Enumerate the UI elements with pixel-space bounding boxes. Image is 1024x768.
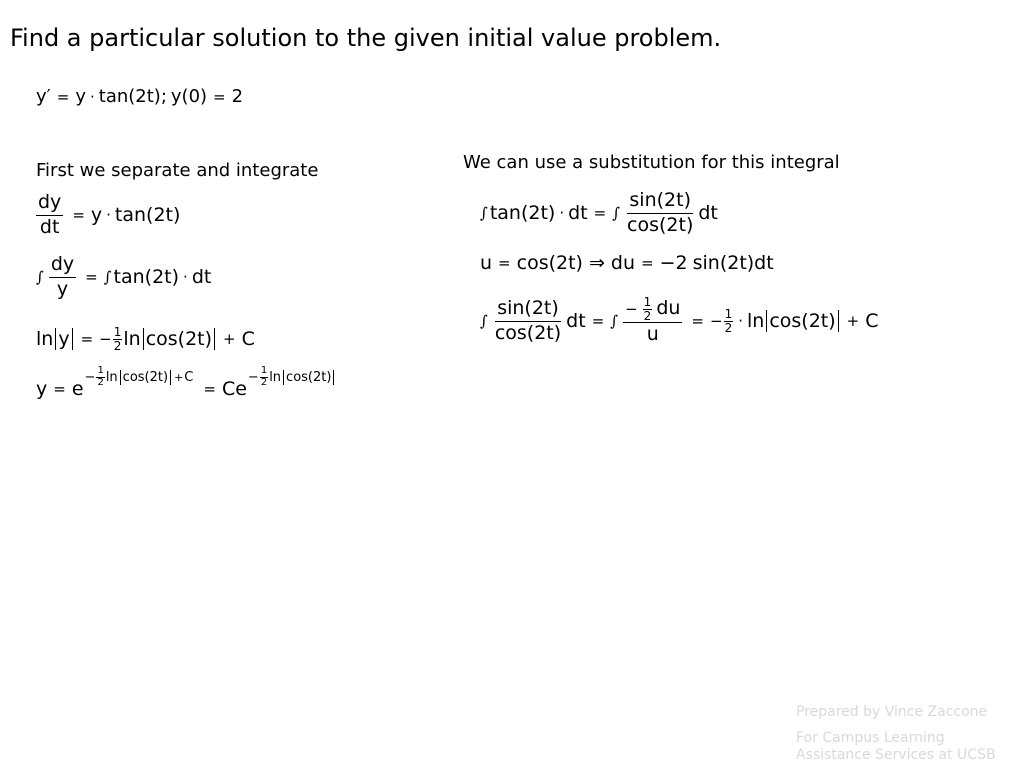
ln-label: ln: [123, 328, 141, 351]
dot-operator: ·: [89, 87, 95, 106]
log-equation: [36, 326, 255, 352]
equals-sign: =: [203, 380, 216, 398]
fraction-denominator: 2: [724, 320, 733, 335]
integral-sign: ∫: [480, 312, 488, 331]
credit-line-1: Prepared by Vince Zaccone: [796, 704, 988, 720]
tan-term: tan(2t): [114, 204, 181, 227]
right-heading: We can use a substitution for this integral: [463, 152, 840, 173]
one-half-fraction: [113, 326, 123, 352]
dot-operator: ·: [738, 312, 743, 331]
tan-term: tan(2t): [113, 266, 180, 289]
sin-term: sin(2t)dt: [692, 252, 774, 274]
fraction-numerator: sin(2t): [495, 297, 561, 322]
cos-term: cos(2t): [516, 252, 583, 274]
integral-sign: ∫: [610, 312, 619, 331]
ln-label: ln: [105, 369, 118, 385]
abs-bar: [214, 328, 215, 350]
equals-sign: =: [56, 87, 70, 106]
cos-term: cos(2t): [122, 369, 169, 385]
constant-c: C: [865, 310, 879, 333]
abs-bar: [170, 370, 171, 385]
abs-bar: [55, 328, 56, 350]
abs-bar: [143, 328, 144, 350]
y-var: y: [36, 378, 48, 400]
abs-bar: [120, 370, 121, 385]
dy-y-fraction: [49, 253, 76, 302]
constant-c: C: [241, 328, 255, 351]
constant-c: C: [184, 369, 194, 385]
dt-term: dt: [191, 266, 212, 289]
y-prime: y′: [36, 86, 51, 107]
dt-term: dt: [698, 202, 718, 225]
fraction-denominator: cos(2t): [494, 321, 562, 344]
integral-result: [480, 296, 879, 347]
integral-sign: ∫: [103, 268, 112, 287]
equals-sign: =: [85, 268, 98, 287]
fraction-denominator: 2: [643, 308, 652, 323]
fraction-denominator: cos(2t): [627, 213, 694, 236]
fraction-numerator: 1: [113, 325, 122, 339]
integral-sign: ∫: [612, 204, 621, 223]
fraction-numerator: [623, 296, 682, 323]
one-half-fraction: [643, 296, 653, 322]
equals-sign: =: [691, 312, 704, 331]
minus-sign: −: [625, 299, 638, 318]
abs-bar: [72, 328, 73, 350]
cos-term: cos(2t): [769, 310, 836, 333]
ln-label: ln: [747, 310, 765, 333]
initial-condition: y(0): [170, 86, 208, 107]
left-heading: First we separate and integrate: [36, 160, 319, 181]
credit-line-3: Assistance Services at UCSB: [796, 747, 996, 763]
cos-term: cos(2t): [145, 328, 213, 351]
dt-term: dt: [566, 310, 586, 333]
exponent-1: [85, 366, 194, 388]
separated-equation: [36, 191, 180, 240]
cos-term: cos(2t): [286, 369, 332, 385]
fraction-denominator: 2: [260, 376, 268, 388]
fraction-numerator: 1: [724, 307, 733, 322]
integral-sign: ∫: [480, 204, 488, 223]
equals-sign: =: [593, 204, 607, 223]
du-u-fraction: [623, 296, 682, 347]
dot-operator: ·: [559, 204, 565, 223]
plus-sign: +: [846, 312, 860, 331]
page-title: Find a particular solution to the given initial value problem.: [10, 24, 722, 52]
equals-sign: =: [53, 380, 66, 398]
exponent-2: [248, 366, 337, 388]
y-var: y: [75, 86, 86, 107]
plus-sign: +: [174, 370, 184, 384]
e-base: e: [71, 378, 84, 400]
du-term: du: [656, 297, 681, 320]
u-var: u: [480, 252, 493, 274]
abs-bar: [333, 370, 334, 385]
exponential-solution: [36, 365, 336, 400]
coefficient: −2: [659, 252, 688, 274]
problem-equation: [36, 86, 243, 107]
ce-term: Ce: [221, 378, 247, 400]
sin-cos-fraction: [625, 189, 695, 238]
integral-sign: ∫: [36, 268, 44, 287]
plus-sign: +: [223, 330, 236, 349]
equals-sign: =: [80, 330, 94, 349]
implies-arrow: ⇒: [588, 252, 605, 274]
integrated-equation: [36, 253, 211, 302]
y-var: y: [90, 204, 103, 227]
minus-sign: −: [247, 369, 259, 385]
one-half-fraction: [724, 308, 734, 334]
equals-sign: =: [591, 312, 605, 331]
sin-cos-fraction: [493, 297, 563, 346]
dt-term: dt: [568, 202, 588, 225]
dot-operator: ·: [183, 268, 188, 287]
fraction-numerator: sin(2t): [627, 189, 693, 214]
fraction-numerator: dy: [36, 191, 63, 216]
abs-bar: [838, 310, 839, 332]
minus-sign: −: [84, 369, 96, 385]
one-half-fraction: [260, 366, 268, 388]
fraction-numerator: 1: [97, 365, 104, 376]
minus-sign: −: [710, 312, 723, 331]
fraction-numerator: 1: [643, 295, 652, 309]
equals-sign: =: [213, 87, 226, 106]
du-term: du: [610, 252, 635, 274]
tan-term: tan(2t);: [98, 86, 167, 107]
dot-operator: ·: [106, 206, 111, 225]
one-half-fraction: [96, 366, 104, 388]
abs-bar: [766, 310, 767, 332]
fraction-denominator: 2: [97, 376, 104, 388]
dy-dt-fraction: [36, 191, 63, 240]
y-var: y: [58, 328, 70, 351]
abs-bar: [283, 370, 284, 385]
fraction-numerator: dy: [49, 253, 76, 278]
ln-label: ln: [269, 369, 282, 385]
tan-term: tan(2t): [489, 202, 556, 225]
minus-sign: −: [99, 330, 112, 349]
equals-sign: =: [498, 254, 511, 272]
fraction-denominator: dt: [39, 215, 60, 238]
u-substitution: [480, 252, 774, 274]
initial-value: 2: [231, 86, 244, 107]
equals-sign: =: [641, 254, 654, 272]
fraction-numerator: 1: [260, 365, 268, 376]
fraction-denominator: y: [56, 277, 69, 300]
fraction-denominator: u: [646, 323, 659, 346]
ln-label: ln: [36, 328, 54, 351]
fraction-denominator: 2: [113, 338, 122, 353]
substitution-integral: [480, 189, 718, 238]
equals-sign: =: [72, 206, 85, 225]
credit-line-2: For Campus Learning: [796, 730, 945, 746]
